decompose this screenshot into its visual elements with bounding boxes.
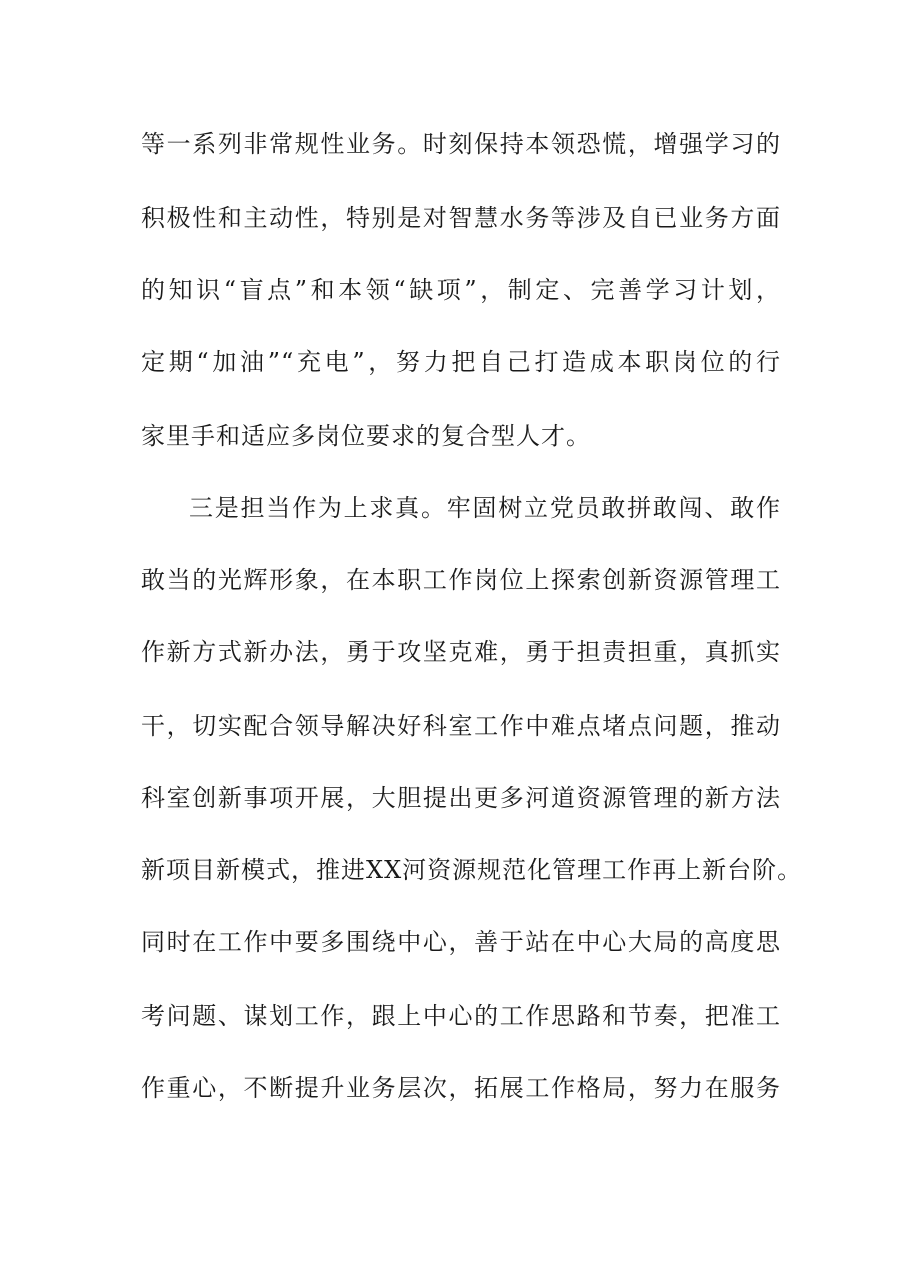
body-text-line: 干，切实配合领导解决好科室工作中难点堵点问题，推动 [141, 712, 781, 740]
body-text-line: 定期“加油”“充电”，努力把自己打造成本职岗位的行 [141, 348, 781, 376]
body-text-line: 家里手和适应多岗位要求的复合型人才。 [141, 422, 591, 450]
body-text-line: 作重心，不断提升业务层次，拓展工作格局，努力在服务 [141, 1074, 781, 1102]
body-text-line: 的知识“盲点”和本领“缺项”，制定、完善学习计划， [141, 276, 781, 304]
body-text-line: 作新方式新办法，勇于攻坚克难，勇于担责担重，真抓实 [141, 638, 781, 666]
body-text-line: 考问题、谋划工作，跟上中心的工作思路和节奏，把准工 [141, 1002, 781, 1030]
body-text-line: 积极性和主动性，特别是对智慧水务等涉及自已业务方面 [141, 204, 781, 232]
body-text-line: 科室创新事项开展，大胆提出更多河道资源管理的新方法 [141, 784, 781, 812]
body-text-line: 等一系列非常规性业务。时刻保持本领恐慌，增强学习的 [141, 130, 781, 158]
body-text-line: 敢当的光辉形象，在本职工作岗位上探索创新资源管理工 [141, 566, 781, 594]
paragraph-start-line: 三是担当作为上求真。牢固树立党员敢拼敢闯、敢作 [189, 494, 781, 522]
body-text-line: 同时在工作中要多围绕中心，善于站在中心大局的高度思 [141, 928, 781, 956]
body-text-line: 新项目新模式，推进XX河资源规范化管理工作再上新台阶。 [141, 856, 803, 884]
